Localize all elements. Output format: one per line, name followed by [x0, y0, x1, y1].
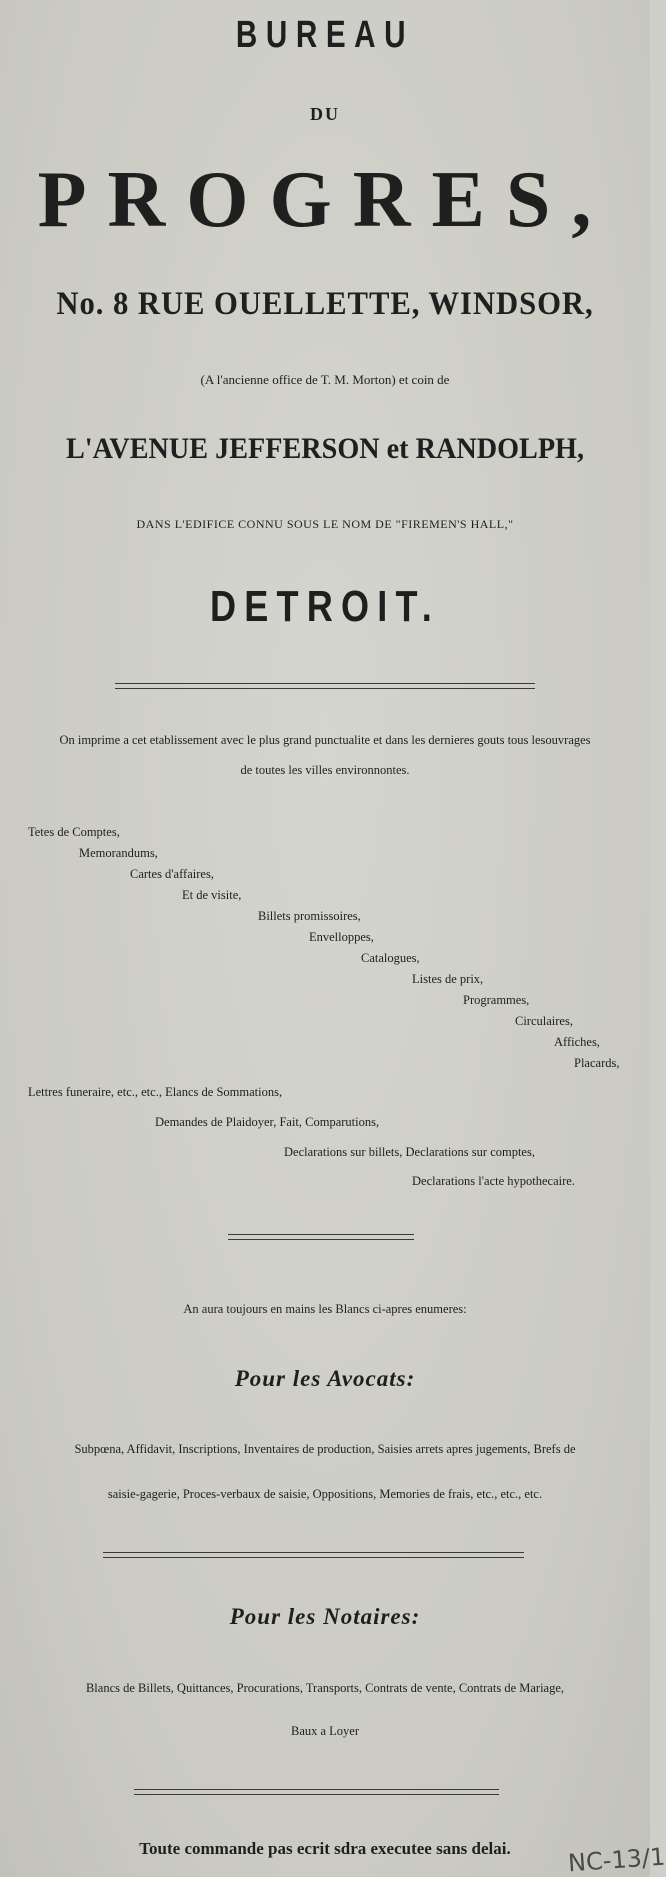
legal-blank-line: Declarations l'acte hypothecaire.	[412, 1174, 575, 1188]
avocats-line-1: Subpœna, Affidavit, Inscriptions, Inventaires de production, Saisies arrets apres jugements, Brefs de	[74, 1442, 576, 1456]
service-item: Affiches,	[554, 1035, 600, 1049]
divider-rule-2	[228, 1234, 414, 1240]
service-item: Cartes d'affaires,	[130, 867, 214, 881]
catalog-mark: NC-13/1	[567, 1842, 666, 1877]
legal-blank-line: Declarations sur billets, Declarations sur comptes,	[284, 1145, 535, 1159]
service-item: Envelloppes,	[309, 930, 374, 944]
avocats-heading: Pour les Avocats:	[234, 1366, 416, 1391]
legal-blank-line: Demandes de Plaidoyer, Fait, Comparutions,	[155, 1115, 380, 1129]
intro-line-1: On imprime a cet etablissement avec le plus grand punctualite et dans les dernieres gouts tous lesouvrages	[59, 733, 591, 747]
title-bureau: BUREAU	[235, 14, 415, 56]
city-detroit: DETROIT.	[210, 582, 440, 631]
service-item: Memorandums,	[79, 846, 158, 860]
service-item: Catalogues,	[361, 951, 420, 965]
divider-rule-4	[134, 1789, 499, 1795]
edifice-line: DANS L'EDIFICE CONNU SOUS LE NOM DE "FIREMEN'S HALL,"	[136, 517, 514, 531]
title-du: DU	[310, 104, 340, 124]
service-item: Circulaires,	[515, 1014, 573, 1028]
avocats-line-2: saisie-gagerie, Proces-verbaux de saisie, Oppositions, Memories de frais, etc., etc., etc.	[107, 1487, 543, 1501]
address-line: No. 8 RUE OUELLETTE, WINDSOR,	[56, 286, 594, 322]
service-item: Listes de prix,	[412, 972, 484, 986]
notaires-line-1: Blancs de Billets, Quittances, Procurations, Transports, Contrats de vente, Contrats de Mariage,	[85, 1681, 565, 1695]
footer-notice: Toute commande pas ecrit sdra executee sans delai.	[139, 1839, 511, 1858]
service-item: Et de visite,	[182, 888, 242, 902]
avenue-line: L'AVENUE JEFFERSON et RANDOLPH,	[65, 432, 585, 465]
service-item: Tetes de Comptes,	[28, 825, 120, 839]
legal-blank-line: Lettres funeraire, etc., etc., Elancs de Sommations,	[28, 1085, 283, 1099]
former-office-line: (A l'ancienne office de T. M. Morton) et coin de	[200, 372, 450, 387]
title-progres: PROGRES,	[37, 156, 613, 244]
divider-rule-3	[103, 1552, 524, 1558]
notaires-line-2: Baux a Loyer	[290, 1724, 360, 1738]
notaires-heading: Pour les Notaires:	[229, 1604, 421, 1629]
service-item: Programmes,	[463, 993, 530, 1007]
service-item: Billets promissoires,	[258, 909, 361, 923]
divider-rule-1	[115, 683, 535, 689]
service-item: Placards,	[574, 1056, 620, 1070]
blanks-intro: An aura toujours en mains les Blancs ci-apres enumeres:	[183, 1302, 467, 1316]
intro-line-2: de toutes les villes environnontes.	[240, 763, 410, 777]
